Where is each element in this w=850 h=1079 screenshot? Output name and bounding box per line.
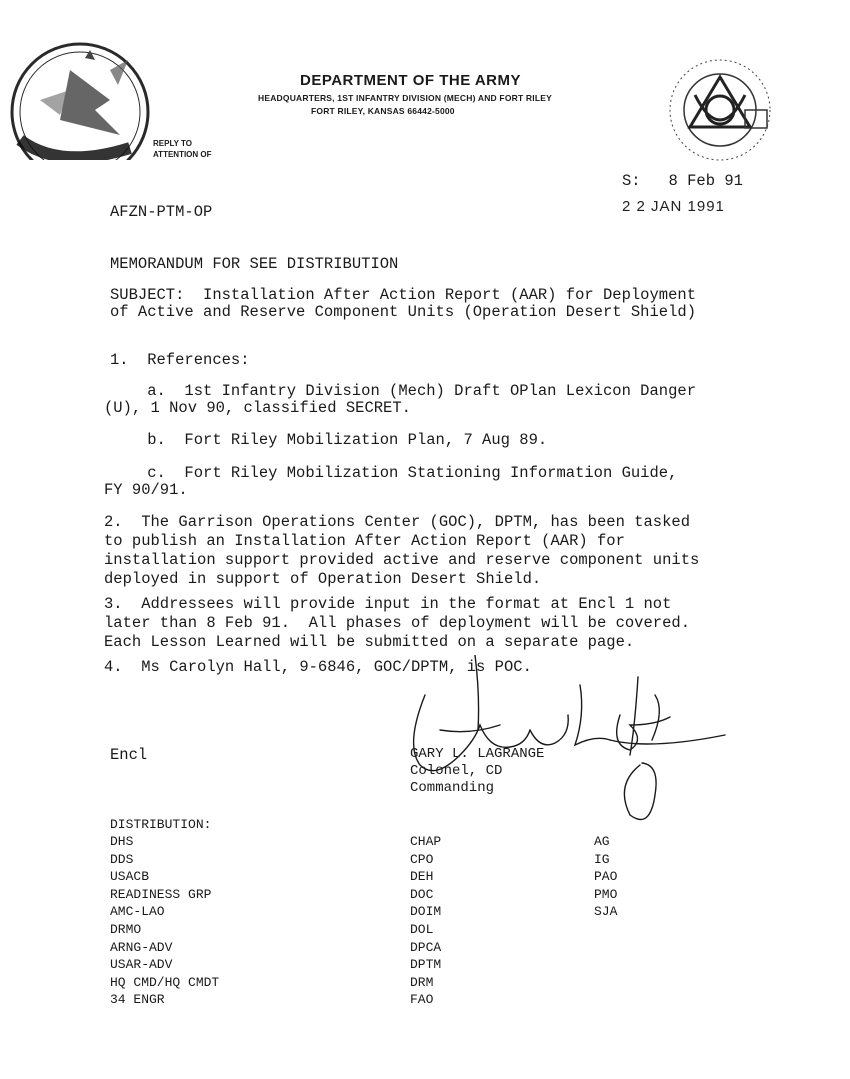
reply-to-label: REPLY TO [153,139,192,148]
reference-c-line-1: c. Fort Riley Mobilization Stationing Information Guide, [110,464,678,482]
subject-line-1: SUBJECT: Installation After Action Report (AAR) for Deployment [110,286,696,304]
paragraph-3-line: Each Lesson Learned will be submitted on a separate page. [104,633,635,651]
distribution-item: DRMO [110,921,142,937]
distribution-item: DOIM [410,904,442,920]
distribution-item: USAR-ADV [110,957,173,973]
distribution-item: DPTM [410,957,442,973]
headquarters-line: HEADQUARTERS, 1ST INFANTRY DIVISION (MECH) AND FORT RILEY [258,93,552,103]
distribution-item: FAO [410,992,434,1008]
paragraph-2-line: 2. The Garrison Operations Center (GOC), DPTM, has been tasked [104,513,690,531]
fort-riley-insignia-icon [665,55,775,165]
distribution-heading: DISTRIBUTION: [110,817,212,832]
distribution-item: DEH [410,869,434,885]
reference-b: b. Fort Riley Mobilization Plan, 7 Aug 89. [110,431,548,449]
paragraph-3-line: later than 8 Feb 91. All phases of deployment will be covered. [104,614,690,632]
signer-title: Commanding [410,780,495,796]
suspense-date: S: 8 Feb 91 [622,172,743,190]
memorandum-for: MEMORANDUM FOR SEE DISTRIBUTION [110,255,399,273]
paragraph-2-line: to publish an Installation After Action Report (AAR) for [104,532,625,550]
distribution-item: SJA [594,904,618,920]
handwritten-signature-icon [380,655,730,830]
subject-line-2: of Active and Reserve Component Units (Operation Desert Shield) [110,303,696,321]
distribution-item: USACB [110,869,150,885]
distribution-column-2 [410,833,441,1009]
signer-name: GARY L. LAGRANGE [410,746,545,762]
paragraph-2-line: installation support provided active and reserve component units [104,551,700,569]
paragraph-3 [104,595,690,652]
paragraph-3-line: 3. Addressees will provide input in the format at Encl 1 not [104,595,672,613]
signer-rank: Colonel, CD [410,763,503,779]
distribution-item: CPO [410,851,434,867]
paragraph-4: 4. Ms Carolyn Hall, 9-6846, GOC/DPTM, is POC. [104,658,532,676]
address-line: FORT RILEY, KANSAS 66442-5000 [311,106,455,116]
distribution-item: 34 ENGR [110,992,165,1008]
reference-a-line-1: a. 1st Infantry Division (Mech) Draft OPlan Lexicon Danger [110,382,696,400]
paragraph-2-line: deployed in support of Operation Desert Shield. [104,570,542,588]
distribution-item: AMC-LAO [110,904,165,920]
references-heading: 1. References: [110,351,250,369]
distribution-item: CHAP [410,834,442,849]
distribution-item: DPCA [410,939,442,955]
paragraph-2 [104,513,699,589]
enclosure-label: Encl [110,746,148,764]
distribution-item: DOC [410,886,434,902]
distribution-item: DHS [110,834,134,849]
reference-c-line-2: FY 90/91. [104,481,188,499]
distribution-column-1 [110,833,219,1009]
army-seal-icon [0,40,150,160]
distribution-item: PMO [594,886,618,902]
distribution-item: READINESS GRP [110,886,212,902]
distribution-item: DRM [410,974,434,990]
distribution-item: HQ CMD/HQ CMDT [110,974,220,990]
distribution-item: ARNG-ADV [110,939,173,955]
date-stamp: 2 2 JAN 1991 [622,198,725,215]
department-heading: DEPARTMENT OF THE ARMY [300,72,521,89]
reference-a-line-2: (U), 1 Nov 90, classified SECRET. [104,399,411,417]
distribution-column-3 [594,833,617,921]
distribution-item: AG [594,834,610,849]
distribution-item: PAO [594,869,618,885]
office-symbol: AFZN-PTM-OP [110,203,213,221]
distribution-item: IG [594,851,610,867]
distribution-item: DOL [410,921,434,937]
distribution-item: DDS [110,851,134,867]
attention-of-label: ATTENTION OF [153,150,212,159]
